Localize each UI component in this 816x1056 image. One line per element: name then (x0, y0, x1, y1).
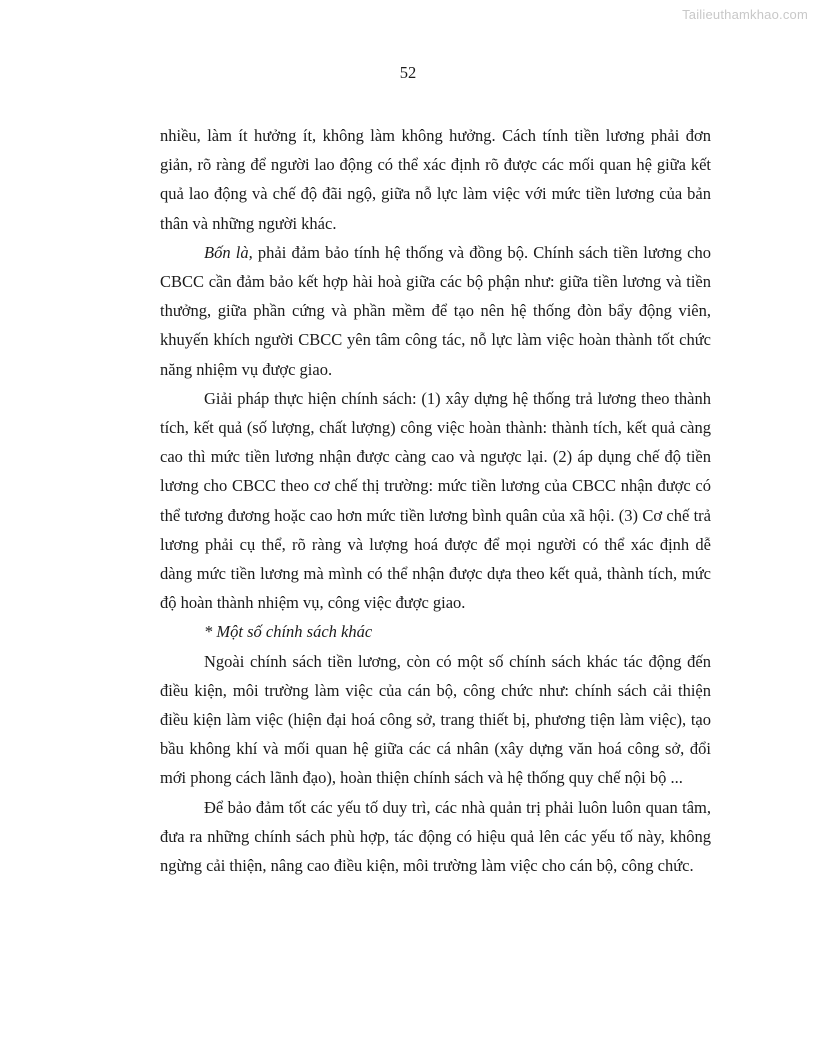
paragraph-text: phải đảm bảo tính hệ thống và đồng bộ. Chính sách tiền lương cho CBCC cần đảm bảo kết hợp hài hoà giữa các bộ phận như: giữa tiền lương và tiền thưởng, giữa phần cứng và phần mềm để tạo nên hệ thống đòn bẩy động viên, khuyến khích người CBCC yên tâm công tác, nỗ lực làm việc hoàn thành tốt chức năng nhiệm vụ được giao. (160, 242, 711, 379)
paragraph-other-policies: Ngoài chính sách tiền lương, còn có một số chính sách khác tác động đến điều kiện, môi trường làm việc của cán bộ, công chức như: chính sách cải thiện điều kiện làm việc (hiện đại hoá công sở, trang thiết bị, phương tiện làm việc), tạo bầu không khí và mối quan hệ giữa các cá nhân (xây dựng văn hoá công sở, đổi mới phong cách lãnh đạo), hoàn thiện chính sách và hệ thống quy chế nội bộ ... (160, 651, 711, 788)
paragraph-lead-italic: Bốn là, (204, 242, 253, 262)
paragraph-continuation: nhiều, làm ít hưởng ít, không làm không hưởng. Cách tính tiền lương phải đơn giản, rõ ràng để người lao động có thể xác định rõ được các mối quan hệ giữa kết quả lao động và chế độ đãi ngộ, giữa nỗ lực làm việc với mức tiền lương của bản thân và những người khác. (160, 126, 711, 233)
paragraph-bon-la (160, 238, 711, 384)
watermark: Tailieuthamkhao.com (682, 7, 808, 22)
paragraph-giai-phap: Giải pháp thực hiện chính sách: (1) xây dựng hệ thống trả lương theo thành tích, kết quả (số lượng, chất lượng) công việc hoàn thành: thành tích, kết quả càng cao thì mức tiền lương nhận được càng cao và ngược lại. (2) áp dụng chế độ tiền lương cho CBCC theo cơ chế thị trường: mức tiền lương của CBCC nhận được có thể tương đương hoặc cao hơn mức tiền lương bình quân của xã hội. (3) Cơ chế trả lương phải cụ thể, rõ ràng và lượng hoá được để mọi người có thể xác định dễ dàng mức tiền lương mà mình có thể nhận được dựa theo kết quả, thành tích, mức độ hoàn thành nhiệm vụ, công việc được giao. (160, 388, 711, 613)
section-heading: * Một số chính sách khác (204, 622, 373, 642)
document-body (160, 121, 711, 880)
paragraph-conclusion: Để bảo đảm tốt các yếu tố duy trì, các nhà quản trị phải luôn luôn quan tâm, đưa ra những chính sách phù hợp, tác động có hiệu quả lên các yếu tố này, không ngừng cải thiện, nâng cao điều kiện, môi trường làm việc cho cán bộ, công chức. (160, 797, 711, 876)
page-number: 52 (399, 63, 417, 82)
